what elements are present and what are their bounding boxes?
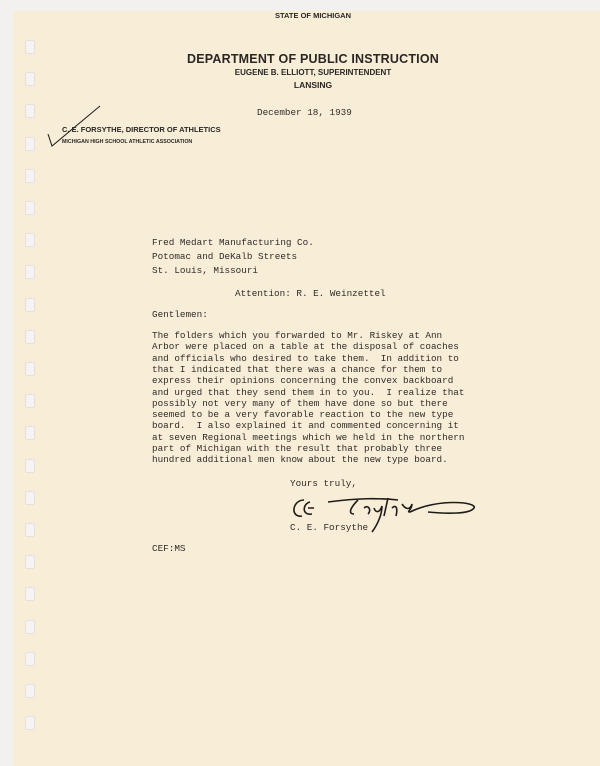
- body-line: possibly not very many of them have done so but there: [152, 397, 448, 409]
- sender-association: MICHIGAN HIGH SCHOOL ATHLETIC ASSOCIATION: [62, 139, 193, 145]
- body-line: board. I also explained it and commented concerning it: [152, 420, 459, 432]
- binder-hole: [25, 652, 35, 666]
- binder-hole: [25, 587, 35, 601]
- recipient-line: Potomac and DeKalb Streets: [152, 251, 298, 262]
- binder-hole: [25, 620, 35, 634]
- binder-hole: [25, 265, 35, 279]
- sender-name-title: C. E. FORSYTHE, DIRECTOR OF ATHLETICS: [62, 125, 221, 134]
- attention-line: Attention: R. E. Weinzettel: [235, 288, 386, 299]
- letterhead-superintendent: EUGENE B. ELLIOTT, SUPERINTENDENT: [234, 68, 392, 77]
- binder-hole: [25, 330, 35, 344]
- body-line: that I indicated that there was a chance for them to: [152, 363, 443, 375]
- binder-hole: [25, 459, 35, 473]
- letterhead-city: LANSING: [293, 80, 333, 90]
- reference-initials: CEF:MS: [152, 543, 186, 554]
- body-line: and officials who desired to take them. In addition to: [152, 352, 459, 364]
- body-line: part of Michigan with the result that probably three: [152, 443, 443, 454]
- binder-hole: [25, 491, 35, 505]
- letter-date: December 18, 1939: [257, 107, 352, 118]
- recipient-line: St. Louis, Missouri: [152, 265, 259, 276]
- binder-hole: [25, 523, 35, 537]
- binder-hole: [25, 394, 35, 408]
- salutation: Gentlemen:: [152, 309, 208, 320]
- binder-hole: [25, 426, 35, 440]
- body-line: The folders which you forwarded to Mr. Riskey at Ann: [152, 330, 443, 341]
- binder-hole: [25, 137, 35, 151]
- binder-hole: [25, 169, 35, 183]
- binder-hole: [25, 104, 35, 118]
- closing: Yours truly,: [290, 478, 357, 489]
- binder-hole: [25, 362, 35, 376]
- letterhead-department: DEPARTMENT OF PUBLIC INSTRUCTION: [187, 52, 439, 66]
- body-line: express their opinions concerning the convex backboard: [152, 375, 454, 387]
- body-line: hundred additional men know about the new type board.: [152, 454, 448, 466]
- body-line: at seven Regional meetings which we held in the northern: [152, 431, 465, 443]
- body-line: and urged that they send them in to you. I realize that: [152, 386, 465, 398]
- binder-hole: [25, 201, 35, 215]
- binder-hole: [25, 298, 35, 312]
- body-line: Arbor were placed on a table at the disposal of coaches: [152, 341, 459, 353]
- binder-hole: [25, 716, 35, 730]
- binder-hole: [25, 555, 35, 569]
- binder-hole: [25, 684, 35, 698]
- recipient-line: Fred Medart Manufacturing Co.: [152, 237, 314, 248]
- binder-hole: [25, 233, 35, 247]
- letterhead-state: STATE OF MICHIGAN: [275, 11, 351, 20]
- typed-name: C. E. Forsythe: [290, 522, 369, 533]
- body-line: seemed to be a very favorable reaction to the new type: [152, 409, 454, 421]
